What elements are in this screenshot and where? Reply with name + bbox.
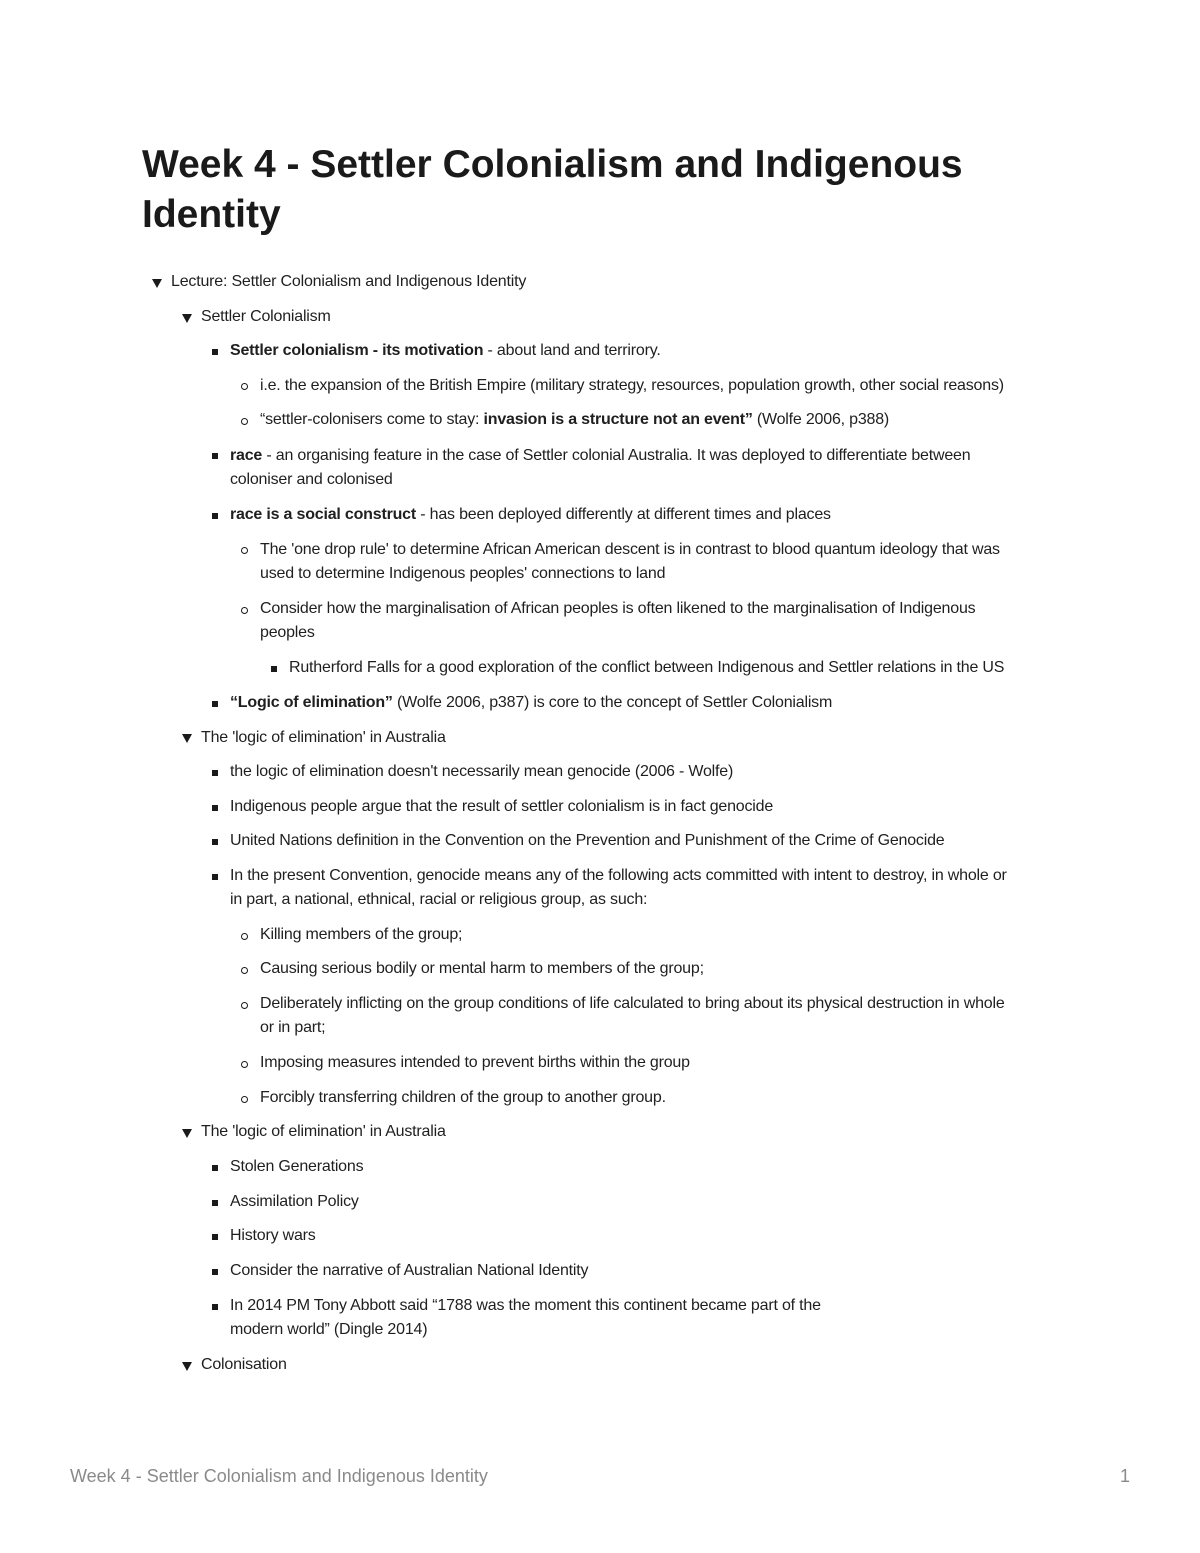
toggle-triangle-icon[interactable] [182,734,192,743]
circle-bullet-icon [241,418,248,425]
list-item-continuation: used to determine Indigenous peoples' connections to land [260,565,666,582]
list-item: Indigenous people argue that the result of settler colonialism is in fact genocide [230,798,774,815]
toggle-triangle-icon[interactable] [182,1362,192,1371]
toggle-triangle-icon[interactable] [182,314,192,323]
list-item: The 'one drop rule' to determine African American descent is in contrast to blood quantum ideology that was [260,541,1000,558]
list-item: Forcibly transferring children of the group to another group. [260,1089,666,1106]
square-bullet-icon [212,513,218,519]
square-bullet-icon [212,1200,218,1206]
square-bullet-icon [212,805,218,811]
list-item-continuation: coloniser and colonised [230,471,393,488]
list-item-continuation: or in part; [260,1019,326,1036]
list-item: Consider how the marginalisation of African peoples is often likened to the marginalisation of Indigenous [260,600,976,617]
list-item: Imposing measures intended to prevent births within the group [260,1054,690,1071]
square-bullet-icon [212,770,218,776]
square-bullet-icon [212,1234,218,1240]
list-item-continuation: in part, a national, ethnical, racial or religious group, as such: [230,891,648,908]
square-bullet-icon [212,453,218,459]
toggle-triangle-icon[interactable] [152,279,162,288]
circle-bullet-icon [241,1061,248,1068]
list-item: Assimilation Policy [230,1193,359,1210]
list-item: Killing members of the group; [260,926,463,943]
section-heading-colonisation: Colonisation [201,1356,287,1373]
list-item-continuation: modern world” (Dingle 2014) [230,1321,428,1338]
page-title: Week 4 - Settler Colonialism and Indigenous Identity [142,143,963,236]
list-item: race is a social construct - has been deployed differently at different times and places [230,506,831,523]
section-heading-settler-colonialism: Settler Colonialism [201,308,331,325]
circle-bullet-icon [241,547,248,554]
list-item: History wars [230,1227,316,1244]
square-bullet-icon [212,839,218,845]
list-item: the logic of elimination doesn't necessarily mean genocide (2006 - Wolfe) [230,763,734,780]
square-bullet-icon [212,1304,218,1310]
square-bullet-icon [212,874,218,880]
list-item: race - an organising feature in the case of Settler colonial Australia. It was deployed to differentiate between [230,447,971,464]
lecture-heading: Lecture: Settler Colonialism and Indigenous Identity [171,273,527,290]
list-item: Settler colonialism - its motivation - about land and terrirory. [230,342,661,359]
footer-title: Week 4 - Settler Colonialism and Indigenous Identity [70,1466,488,1486]
list-item: i.e. the expansion of the British Empire (military strategy, resources, population growth, other social reasons) [260,377,1004,394]
list-item: “Logic of elimination” (Wolfe 2006, p387) is core to the concept of Settler Colonialism [230,694,833,711]
circle-bullet-icon [241,1002,248,1009]
square-bullet-icon [212,1269,218,1275]
square-bullet-icon [212,701,218,707]
list-item: Deliberately inflicting on the group conditions of life calculated to bring about its physical destruction in whole [260,995,1005,1012]
circle-bullet-icon [241,933,248,940]
page-number: 1 [1119,1466,1130,1486]
square-bullet-icon [212,349,218,355]
list-item: In 2014 PM Tony Abbott said “1788 was the moment this continent became part of the [230,1297,821,1314]
section-heading-logic-of-elimination: The 'logic of elimination' in Australia [201,729,446,746]
circle-bullet-icon [241,383,248,390]
list-item: In the present Convention, genocide means any of the following acts committed with intent to destroy, in whole or [230,867,1007,884]
list-item: Causing serious bodily or mental harm to members of the group; [260,960,704,977]
list-item: Rutherford Falls for a good exploration of the conflict between Indigenous and Settler relations in the US [289,659,1005,676]
section-heading-logic-of-elimination-2: The 'logic of elimination' in Australia [201,1123,446,1140]
list-item-continuation: peoples [260,624,315,641]
toggle-triangle-icon[interactable] [182,1129,192,1138]
list-item: Stolen Generations [230,1158,364,1175]
circle-bullet-icon [241,1096,248,1103]
list-item: Consider the narrative of Australian National Identity [230,1262,589,1279]
square-bullet-icon [212,1165,218,1171]
circle-bullet-icon [241,967,248,974]
circle-bullet-icon [241,607,248,614]
list-item: United Nations definition in the Convention on the Prevention and Punishment of the Crime of Genocide [230,832,945,849]
square-bullet-icon [271,666,277,672]
list-item: “settler-colonisers come to stay: invasion is a structure not an event” (Wolfe 2006, p388) [260,411,890,428]
